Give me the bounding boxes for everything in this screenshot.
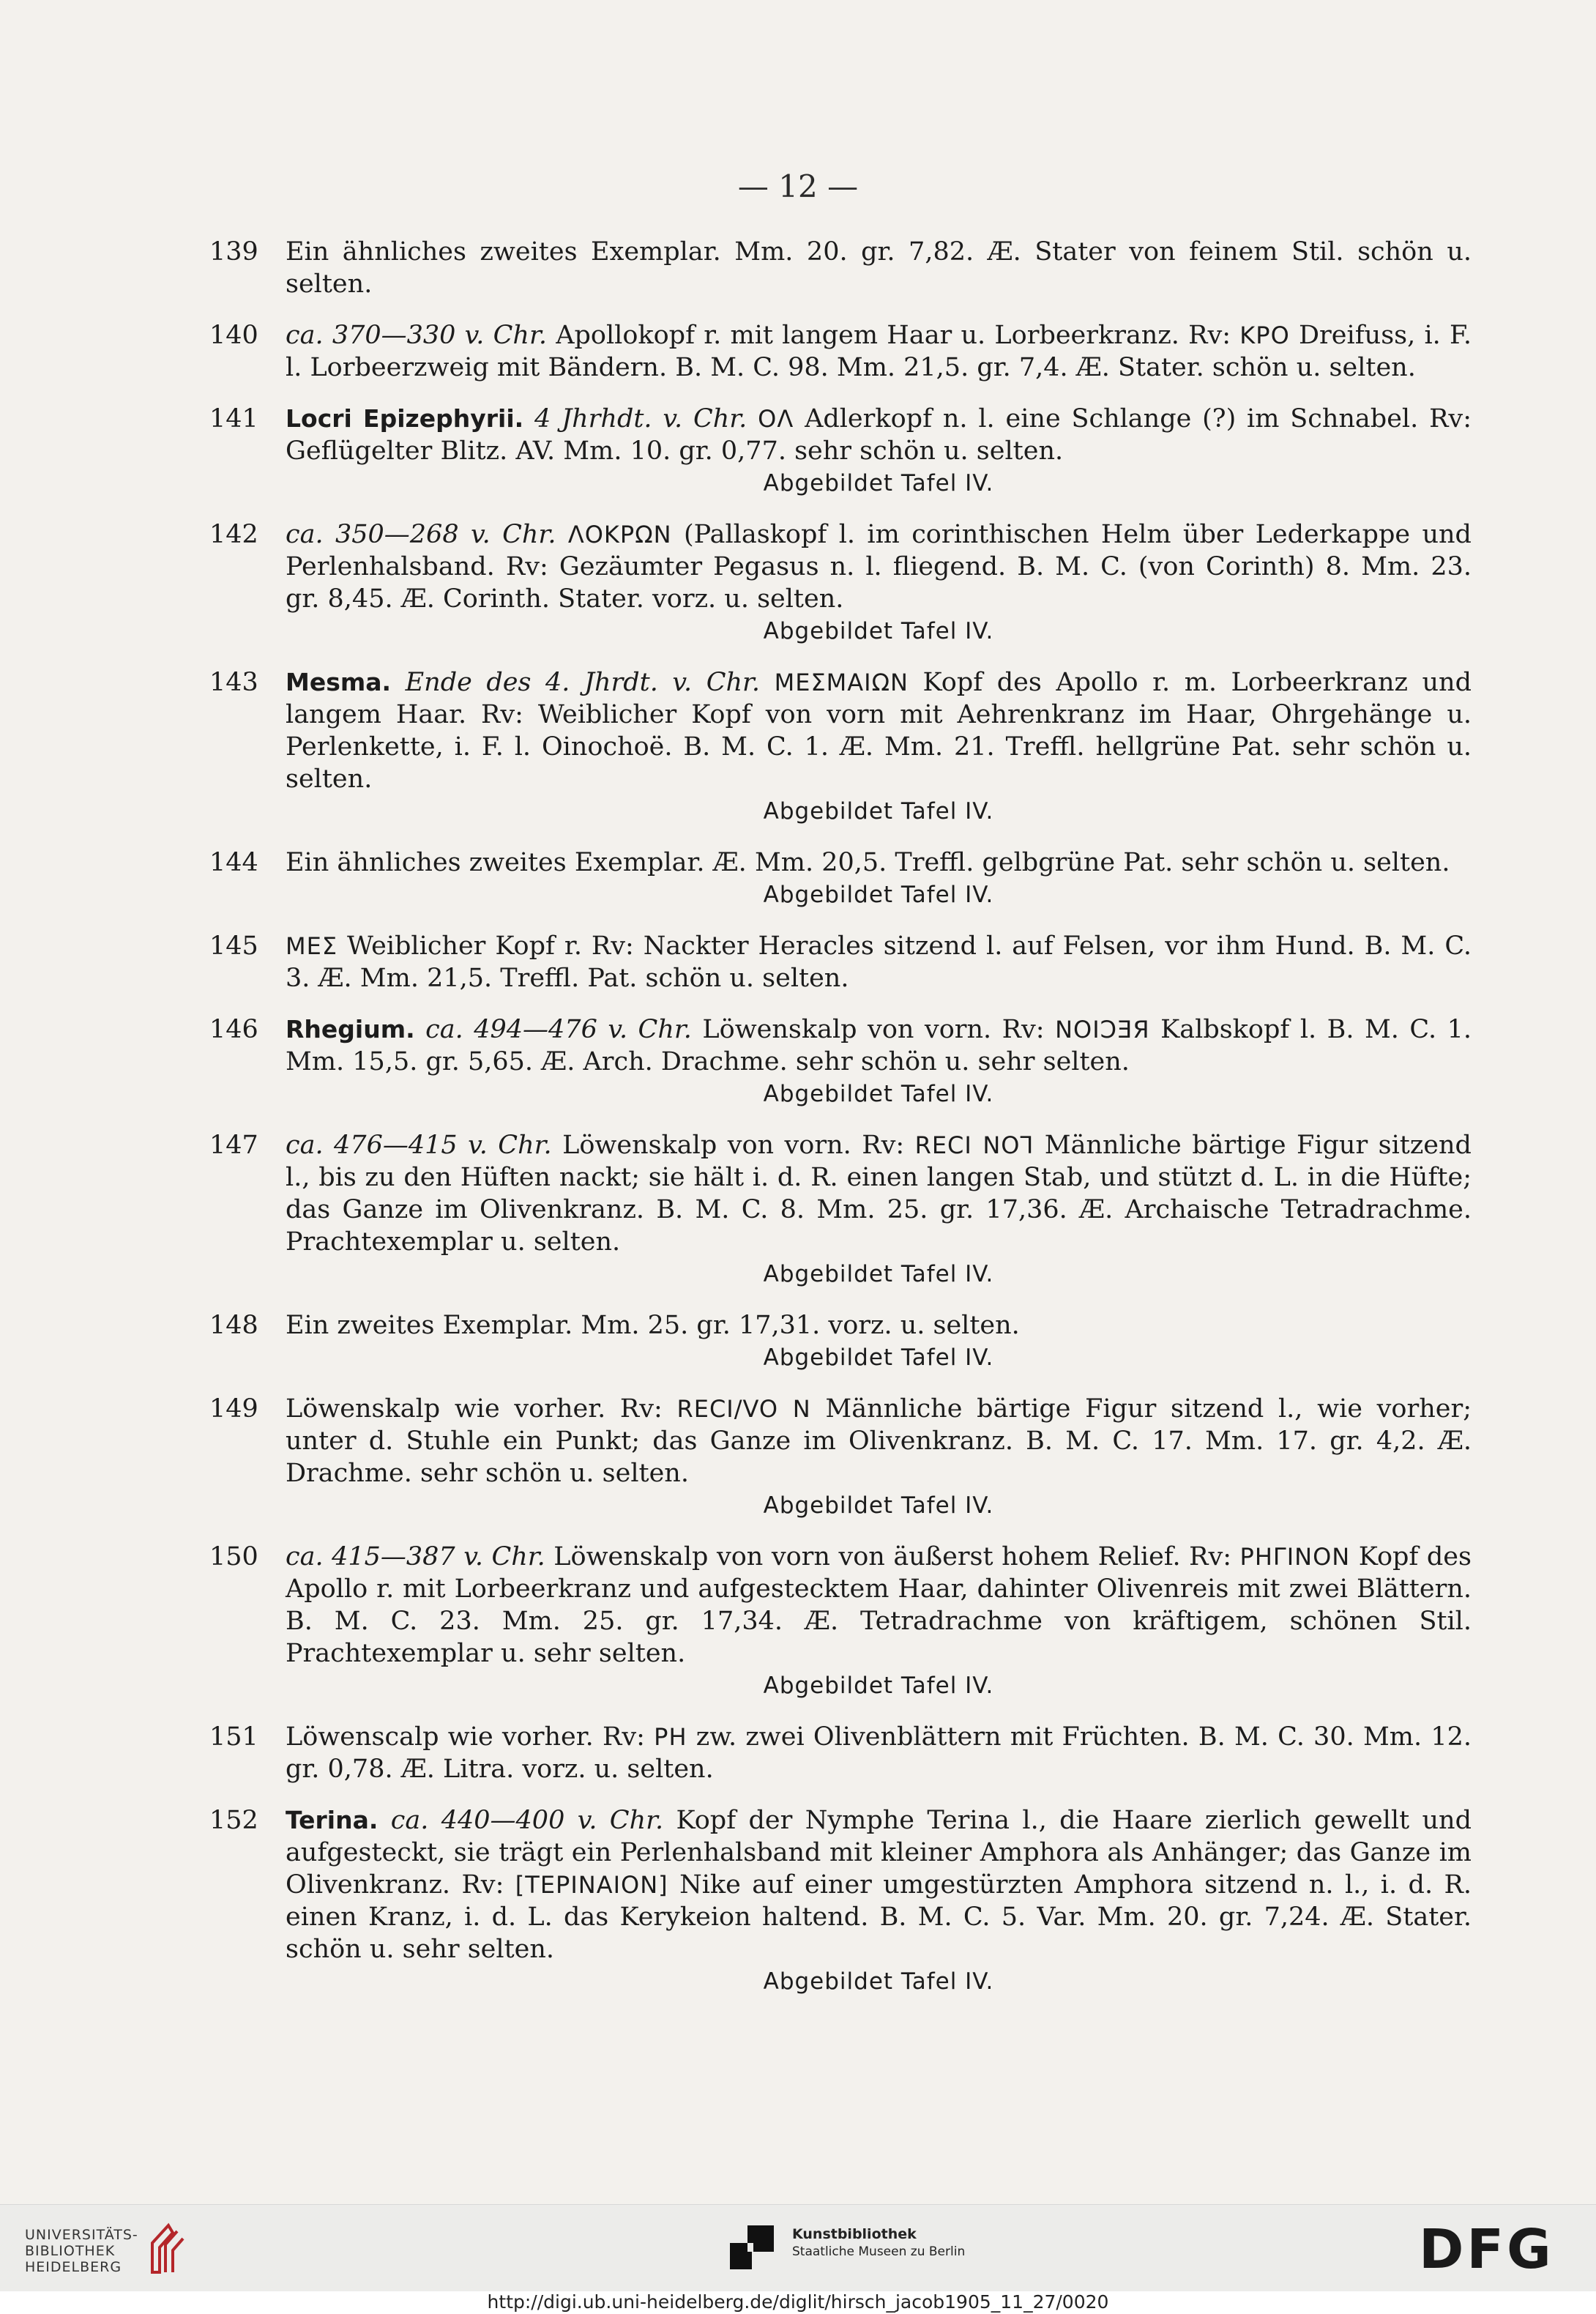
entry-text: Ein ähnliches zweites Exemplar. Mm. 20. gr. 7,82. Æ. Stater von feinem Stil. schön u. selten. [286, 237, 1472, 299]
catalog-entry [209, 319, 1472, 384]
entry-number: 144 [209, 848, 258, 877]
entry-city: Terina. [286, 1806, 379, 1834]
coin-legend: ΛΟΚΡΩΝ [567, 521, 672, 548]
coin-legend: PH [654, 1723, 687, 1751]
entry-number: 140 [209, 321, 258, 350]
entry-date: ca. 494—476 v. Chr. [425, 1015, 692, 1044]
coin-legend: KPO [1239, 321, 1290, 349]
entry-text: ΜΕΣ Weiblicher Kopf r. Rv: Nackter Heracles sitzend l. auf Felsen, vor ihm Hund. B. M. C. 3. Æ. Mm. 21,5. Treffl. Pat. schön u. selten. [286, 931, 1472, 993]
coin-legend: ΜΕΣΜΑΙΩΝ [774, 669, 909, 696]
catalog-entry [209, 666, 1472, 827]
catalog-entry [209, 236, 1472, 300]
catalog-entry [209, 1541, 1472, 1702]
kunstbibliothek-label: Kunstbibliothek Staatliche Museen zu Berlin [792, 2226, 966, 2259]
catalog-entry [209, 1013, 1472, 1110]
catalog-entry [209, 1804, 1472, 1998]
coin-legend: ΟΛ [758, 405, 794, 433]
entry-text: Löwenscalp wie vorher. Rv: PH zw. zwei Olivenblättern mit Früchten. B. M. C. 30. Mm. 12. gr. 0,78. Æ. Litra. vorz. u. selten. [286, 1722, 1472, 1784]
plate-reference: Abgebildet Tafel IV. [763, 882, 994, 908]
entry-text: Mesma. Ende des 4. Jhrdt. v. Chr. ΜΕΣΜΑΙΩΝ Kopf des Apollo r. m. Lorbeerkranz und langem Haar. Rv: Weiblicher Kopf von vorn mit Aehrenkranz im Haar, Ohrgehänge u. Perlenkette, i. F. l. Oinochoë. B. M. C. 1. Æ. Mm. 21. Treffl. hellgrüne Pat. sehr schön u. selten. [286, 668, 1472, 794]
entry-text: ca. 370—330 v. Chr. Apollokopf r. mit langem Haar u. Lorbeerkranz. Rv: KPO Dreifuss, i. F. l. Lorbeerzweig mit Bändern. B. M. C. 98. Mm. 21,5. gr. 7,4. Æ. Stater. schön u. selten. [286, 321, 1472, 382]
catalog-entry [209, 1721, 1472, 1785]
kunstbibliothek-logo-icon [728, 2224, 775, 2271]
entry-text: ca. 350—268 v. Chr. ΛΟΚΡΩΝ (Pallaskopf l. im corinthischen Helm über Lederkappe und Perlenhalsband. Rv: Gezäumter Pegasus n. l. fliegend. B. M. C. (von Corinth) 8. Mm. 23. gr. 8,45. Æ. Corinth. Stater. vorz. u. selten. [286, 520, 1472, 614]
entry-date: Ende des 4. Jhrdt. v. Chr. [405, 668, 761, 697]
entry-text: ca. 415—387 v. Chr. Löwenskalp von vorn von äußerst hohem Relief. Rv: PHΓINON Kopf des Apollo r. mit Lorbeerkranz und aufgestecktem Haar, dahinter Olivenreis mit zwei Blättern. B. M. C. 23. Mm. 25. gr. 17,34. Æ. Tetradrachme von kräftigem, schönen Stil. Prachtexemplar u. sehr selten. [286, 1542, 1472, 1668]
university-library-logo-icon [139, 2221, 190, 2277]
entry-date: 4 Jhrhdt. v. Chr. [534, 404, 747, 434]
catalog-entry [209, 847, 1472, 911]
entry-number: 147 [209, 1131, 258, 1160]
entry-text: Löwenskalp wie vorher. Rv: RECI/VO N Männliche bärtige Figur sitzend l., wie vorher; unter d. Stuhle ein Punkt; das Ganze im Olivenkranz. B. M. C. 17. Mm. 17. gr. 4,2. Æ. Drachme. sehr schön u. selten. [286, 1394, 1472, 1488]
plate-reference: Abgebildet Tafel IV. [763, 1344, 994, 1371]
catalog-entry [209, 930, 1472, 994]
plate-reference: Abgebildet Tafel IV. [763, 1261, 994, 1287]
entry-text: Ein zweites Exemplar. Mm. 25. gr. 17,31. vorz. u. selten. [286, 1311, 1020, 1340]
entry-date: ca. 370—330 v. Chr. [286, 321, 547, 350]
entry-date: ca. 415—387 v. Chr. [286, 1542, 545, 1571]
entry-number: 149 [209, 1394, 258, 1424]
entry-city: Locri Epizephyrii. [286, 404, 524, 433]
catalog-entry [209, 1129, 1472, 1290]
plate-reference: Abgebildet Tafel IV. [763, 1673, 994, 1699]
entry-date: ca. 440—400 v. Chr. [390, 1806, 664, 1835]
plate-reference: Abgebildet Tafel IV. [763, 1081, 994, 1107]
entry-date: ca. 476—415 v. Chr. [286, 1131, 552, 1160]
entry-text: Ein ähnliches zweites Exemplar. Æ. Mm. 20,5. Treffl. gelbgrüne Pat. sehr schön u. selten. [286, 848, 1450, 877]
catalog-entry [209, 518, 1472, 647]
coin-legend: PHΓINON [1239, 1543, 1351, 1571]
coin-legend: [TEPINAION] [515, 1871, 668, 1899]
entry-date: ca. 350—268 v. Chr. [286, 520, 556, 549]
entry-city: Mesma. [286, 668, 392, 696]
entry-number: 152 [209, 1806, 258, 1835]
entry-number: 145 [209, 931, 258, 961]
catalog-entry [209, 403, 1472, 499]
entry-number: 139 [209, 237, 258, 267]
entry-number: 146 [209, 1015, 258, 1044]
university-library-name: UNIVERSITÄTS- BIBLIOTHEK HEIDELBERG [25, 2227, 138, 2275]
plate-reference: Abgebildet Tafel IV. [763, 470, 994, 496]
entry-number: 148 [209, 1311, 258, 1340]
entry-city: Rhegium. [286, 1015, 415, 1043]
coin-legend: RECI/VO N [676, 1395, 811, 1423]
catalog-list [209, 236, 1472, 2017]
entry-number: 150 [209, 1542, 258, 1571]
plate-reference: Abgebildet Tafel IV. [763, 618, 994, 644]
dfg-logo: DFG [1419, 2218, 1554, 2281]
entry-number: 151 [209, 1722, 258, 1752]
catalog-entry [209, 1309, 1472, 1374]
entry-number: 143 [209, 668, 258, 697]
coin-legend: RECI NOꞀ [914, 1131, 1034, 1159]
plate-reference: Abgebildet Tafel IV. [763, 798, 994, 825]
plate-reference: Abgebildet Tafel IV. [763, 1492, 994, 1519]
entry-text: ca. 476—415 v. Chr. Löwenskalp von vorn. Rv: RECI NOꞀ Männliche bärtige Figur sitzend l., bis zu den Hüften nackt; sie hält i. d. R. einen langen Stab, und stützt d. L. in die Hüfte; das Ganze im Olivenkranz. B. M. C. 8. Mm. 25. gr. 17,36. Æ. Archaische Tetradrachme. Prachtexemplar u. selten. [286, 1131, 1472, 1257]
source-url[interactable]: http://digi.ub.uni-heidelberg.de/diglit/hirsch_jacob1905_11_27/0020 [487, 2291, 1109, 2313]
footer-bar [0, 2204, 1596, 2291]
coin-legend: ΜΕΣ [286, 932, 338, 960]
catalog-entry [209, 1393, 1472, 1522]
entry-text: Rhegium. ca. 494—476 v. Chr. Löwenskalp von vorn. Rv: NOIƆƎЯ Kalbskopf l. B. M. C. 1. Mm. 15,5. gr. 5,65. Æ. Arch. Drachme. sehr schön u. sehr selten. [286, 1015, 1472, 1076]
coin-legend: NOIƆƎЯ [1055, 1016, 1150, 1043]
entry-number: 141 [209, 404, 258, 434]
page-number: — 12 — [737, 168, 859, 204]
entry-text: Terina. ca. 440—400 v. Chr. Kopf der Nymphe Terina l., die Haare zierlich gewellt und aufgesteckt, sie trägt ein Perlenhalsband mit kleiner Amphora als Anhänger; das Ganze im Olivenkranz. Rv: [TEPINAION] Nike auf einer umgestürzten Amphora sitzend n. l., i. d. R. einen Kranz, i. d. L. das Kerykeion haltend. B. M. C. 5. Var. Mm. 20. gr. 7,24. Æ. Stater. schön u. sehr selten. [286, 1806, 1472, 1964]
entry-number: 142 [209, 520, 258, 549]
plate-reference: Abgebildet Tafel IV. [763, 1968, 994, 1995]
entry-text: Locri Epizephyrii. 4 Jhrhdt. v. Chr. ΟΛ Adlerkopf n. l. eine Schlange (?) im Schnabel. Rv: Geflügelter Blitz. AV. Mm. 10. gr. 0,77. sehr schön u. selten. [286, 404, 1472, 466]
